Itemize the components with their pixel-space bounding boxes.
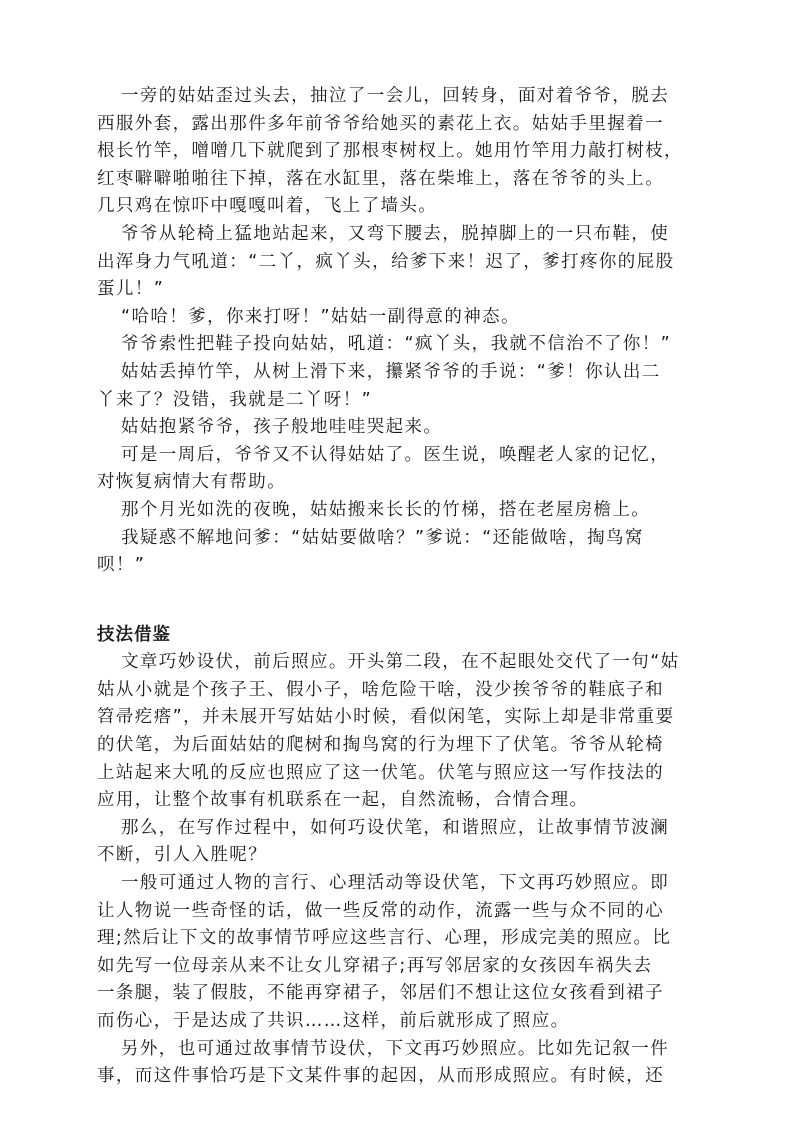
paragraph xyxy=(97,221,697,304)
text-line: 爷爷索性把鞋子投向姑姑，吼道：“疯丫头，我就不信治不了你！” xyxy=(121,334,672,355)
text-line: 姑从小就是个孩子王、假小子，啥危险干啥，没少挨爷爷的鞋底子和 xyxy=(97,679,664,700)
text-line: 另外，也可通过故事情节设伏，下文再巧妙照应。比如先记叙一件 xyxy=(121,1038,670,1059)
paragraph xyxy=(97,442,697,497)
text-line: 理;然后让下文的故事情节呼应这些言行、心理，形成完美的照应。比 xyxy=(97,928,672,949)
paragraph xyxy=(97,304,697,332)
technique-section xyxy=(97,622,697,1091)
story-excerpt xyxy=(97,83,697,580)
text-line: 对恢复病情大有帮助。 xyxy=(97,472,286,493)
text-line: 而伤心，于是达成了共识……这样，前后就形成了照应。 xyxy=(97,1011,570,1031)
text-line: 文章巧妙设伏，前后照应。开头第二段，在不起眼处交代了一句“姑 xyxy=(121,652,680,673)
text-line: 一旁的姑姑歪过头去，抽泣了一会儿，回转身，面对着爷爷，脱去 xyxy=(121,86,670,106)
text-line: 姑姑抱紧爷爷，孩子般地哇哇哭起来。 xyxy=(121,417,443,438)
section-heading: 技法借鉴 xyxy=(97,624,171,645)
paragraph xyxy=(97,649,697,815)
text-line: 出浑身力气吼道：“二丫，疯丫头，给爹下来！迟了，爹打疼你的屁股 xyxy=(97,251,675,272)
text-line: 爷爷从轮椅上猛地站起来，又弯下腰去，脱掉脚上的一只布鞋，使 xyxy=(121,223,670,244)
text-line: 那么，在写作过程中，如何巧设伏笔，和谐照应，让故事情节波澜 xyxy=(121,817,670,838)
text-line: 不断，引人入胜呢？ xyxy=(97,845,268,866)
text-line: 可是一周后，爷爷又不认得姑姑了。医生说，唤醒老人家的记忆， xyxy=(121,444,670,465)
text-line: 的伏笔，为后面姑姑的爬树和掏鸟窝的行为埋下了伏笔。爷爷从轮椅 xyxy=(97,735,664,756)
paragraph xyxy=(97,331,697,359)
paragraph xyxy=(97,870,697,1036)
text-line: 笤帚疙瘩”，并未展开写姑姑小时候，看似闲笔，实际上却是非常重要 xyxy=(97,707,675,728)
paragraph xyxy=(97,414,697,442)
text-line: 根长竹竿，噌噌几下就爬到了那根枣树杈上。她用竹竿用力敲打树枝， xyxy=(97,141,683,162)
text-line: 姑姑丢掉竹竿，从树上滑下来，攥紧爷爷的手说：“爹！你认出二 xyxy=(121,361,661,382)
text-line: 西服外套，露出那件多年前爷爷给她买的素花上衣。姑姑手里握着一 xyxy=(97,113,664,134)
section-body xyxy=(97,649,697,1091)
document-page xyxy=(97,83,697,1091)
text-line: 几只鸡在惊吓中嘎嘎叫着，飞上了墙头。 xyxy=(97,196,438,217)
paragraph xyxy=(97,359,697,414)
text-line: 呗！” xyxy=(97,555,146,576)
text-line: 丫来了？没错，我就是二丫呀！” xyxy=(97,389,373,410)
text-line: 应用，让整个故事有机联系在一起，自然流畅，合情合理。 xyxy=(97,790,589,811)
text-line: 上站起来大吼的反应也照应了这一伏笔。伏笔与照应这一写作技法的 xyxy=(97,762,664,783)
text-line: 让人物说一些奇怪的话，做一些反常的动作，流露一些与众不同的心 xyxy=(97,900,664,921)
paragraph xyxy=(97,525,697,580)
text-line: 蛋儿！” xyxy=(97,279,165,300)
text-line: 我疑惑不解地问爹：“姑姑要做啥？”爹说：“还能做啥，掏鸟窝 xyxy=(121,527,644,548)
paragraph xyxy=(97,1036,697,1091)
paragraph xyxy=(97,83,697,221)
text-line: 一般可通过人物的言行、心理活动等设伏笔，下文再巧妙照应。即 xyxy=(121,873,670,894)
paragraph xyxy=(97,497,697,525)
text-line: “哈哈！爹，你来打呀！”姑姑一副得意的神态。 xyxy=(121,306,520,327)
text-line: 红枣噼噼啪啪往下掉，落在水缸里，落在柴堆上，落在爷爷的头上。 xyxy=(97,168,664,189)
text-line: 事，而这件事恰巧是下文某件事的起因，从而形成照应。有时候，还 xyxy=(97,1066,664,1087)
text-line: 那个月光如洗的夜晚，姑姑搬来长长的竹梯，搭在老屋房檐上。 xyxy=(121,499,651,520)
text-line: 如先写一位母亲从来不让女儿穿裙子;再写邻居家的女孩因车祸失去 xyxy=(97,955,653,976)
section-gap xyxy=(97,580,697,622)
paragraph xyxy=(97,815,697,870)
text-line: 一条腿，装了假肢，不能再穿裙子，邻居们不想让这位女孩看到裙子 xyxy=(97,983,664,1004)
